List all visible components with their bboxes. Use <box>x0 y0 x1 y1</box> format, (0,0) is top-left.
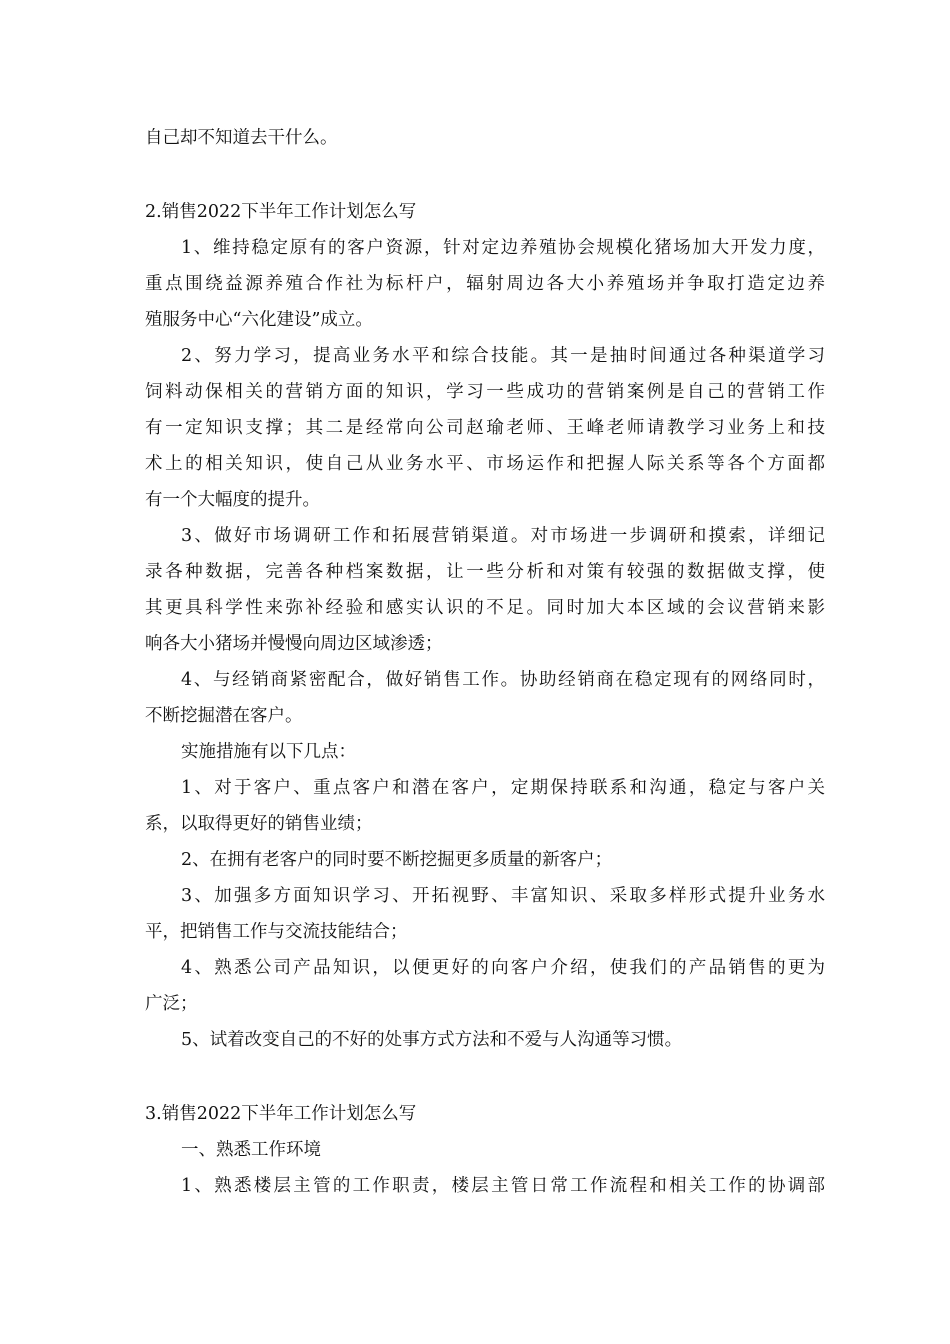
measure-4-line-1: 4、熟悉公司产品知识，以便更好的向客户介绍，使我们的产品销售的更为 <box>181 958 825 978</box>
intro-tail-text: 自己却不知道去干什么。 <box>145 128 338 148</box>
section-3-p1-line-1: 1、熟悉楼层主管的工作职责，楼层主管日常工作流程和相关工作的协调部 <box>181 1176 825 1196</box>
section-2-p3-line-4: 响各大小猪场并慢慢向周边区域渗透； <box>145 634 443 654</box>
section-2-p3-line-2: 录各种数据，完善各种档案数据，让一些分析和对策有较强的数据做支撑，使 <box>145 562 825 582</box>
section-3-heading: 3.销售2022下半年工作计划怎么写 <box>145 1104 417 1124</box>
measure-1-line-2: 系，以取得更好的销售业绩； <box>145 814 373 834</box>
section-2-p2-line-2: 饲料动保相关的营销方面的知识，学习一些成功的营销案例是自己的营销工作 <box>145 382 825 402</box>
measure-3-line-2: 平，把销售工作与交流技能结合； <box>145 922 408 942</box>
section-2-p2-line-3: 有一定知识支撑；其二是经常向公司赵瑜老师、王峰老师请教学习业务上和技 <box>145 418 825 438</box>
section-2-p1-line-1: 1、维持稳定原有的客户资源，针对定边养殖协会规模化猪场加大开发力度， <box>181 238 825 258</box>
section-2-p2-line-4: 术上的相关知识，使自己从业务水平、市场运作和把握人际关系等各个方面都 <box>145 454 825 474</box>
section-2-p1-line-3: 殖服务中心“六化建设”成立。 <box>145 310 373 330</box>
section-2-p1-line-2: 重点围绕益源养殖合作社为标杆户，辐射周边各大小养殖场并争取打造定边养 <box>145 274 825 294</box>
measure-5: 5、试着改变自己的不好的处事方式方法和不爱与人沟通等习惯。 <box>181 1030 683 1050</box>
section-2-p2-line-5: 有一个大幅度的提升。 <box>145 490 320 510</box>
section-2-p4-line-1: 4、与经销商紧密配合，做好销售工作。协助经销商在稳定现有的网络同时， <box>181 670 825 690</box>
measures-title: 实施措施有以下几点： <box>181 742 356 762</box>
measure-2: 2、在拥有老客户的同时要不断挖掘更多质量的新客户； <box>181 850 613 870</box>
section-2-p3-line-1: 3、做好市场调研工作和拓展营销渠道。对市场进一步调研和摸索，详细记 <box>181 526 825 546</box>
section-2-p2-line-1: 2、努力学习，提高业务水平和综合技能。其一是抽时间通过各种渠道学习 <box>181 346 825 366</box>
measure-4-line-2: 广泛； <box>145 994 198 1014</box>
section-2-heading: 2.销售2022下半年工作计划怎么写 <box>145 202 417 222</box>
section-2-p4-line-2: 不断挖掘潜在客户。 <box>145 706 303 726</box>
section-3-subheading: 一、熟悉工作环境 <box>181 1140 321 1160</box>
measure-1-line-1: 1、对于客户、重点客户和潜在客户，定期保持联系和沟通，稳定与客户关 <box>181 778 825 798</box>
measure-3-line-1: 3、加强多方面知识学习、开拓视野、丰富知识、采取多样形式提升业务水 <box>181 886 825 906</box>
section-2-p3-line-3: 其更具科学性来弥补经验和感实认识的不足。同时加大本区域的会议营销来影 <box>145 598 825 618</box>
